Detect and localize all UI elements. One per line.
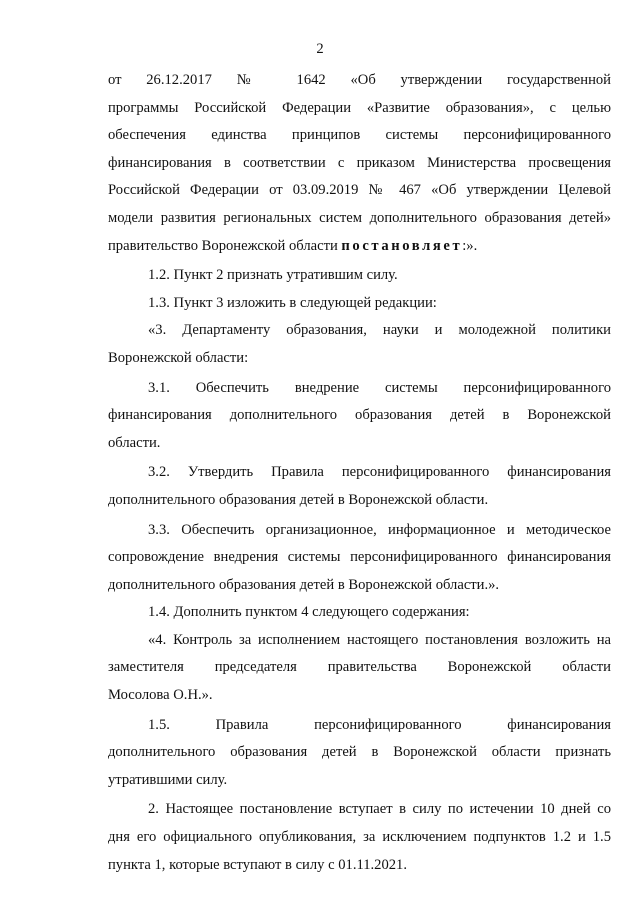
paragraph-3-3 (108, 517, 611, 600)
text-line: дополнительного образования детей в Воронежской области.». (108, 576, 500, 593)
text-line: программы Российской Федерации «Развитие образования», с целью (108, 99, 611, 116)
text-line: Воронежской области: (108, 349, 249, 366)
text-line: Мосолова О.Н.». (108, 687, 213, 704)
text-line: 1.3. Пункт 3 изложить в следующей редакции: (148, 294, 437, 311)
text-line: 2. Настоящее постановление вступает в силу по истечении 10 дней со (148, 801, 611, 818)
paragraph-1-2 (108, 262, 611, 290)
text-line: заместителя председателя правительства Воронежской области (108, 659, 611, 676)
text-line: обеспечения единства принципов системы персонифицированного (108, 127, 611, 144)
text-line: дополнительного образования детей в Воронежской области. (108, 491, 489, 508)
paragraph-1-5 (108, 712, 611, 795)
text-line: финансирования в соответствии с приказом Министерства просвещения (108, 154, 611, 171)
paragraph-3-1 (108, 375, 611, 458)
text-line: «3. Департаменту образования, науки и молодежной политики (148, 322, 611, 339)
resolves-word: постановляет (341, 237, 463, 254)
paragraph-4 (108, 627, 611, 710)
text-line: от 26.12.2017 № 1642 «Об утверждении государственной (108, 72, 611, 88)
text-line: модели развития региональных систем дополнительного образования детей» (108, 209, 611, 226)
text-line: 1.4. Дополнить пунктом 4 следующего содержания: (148, 604, 470, 621)
text-line: «4. Контроль за исполнением настоящего постановления возложить на (148, 631, 611, 648)
page-number: 2 (316, 41, 324, 57)
text-line: утратившими силу. (108, 771, 228, 788)
paragraph-2 (108, 796, 611, 879)
paragraph-1-3 (108, 290, 611, 318)
paragraph-1-4 (108, 599, 611, 627)
text-fragment: :». (462, 237, 478, 254)
text-line: 1.5. Правила персонифицированного финансирования (148, 716, 611, 733)
text-line: Российской Федерации от 03.09.2019 № 467 «Об утверждении Целевой (108, 182, 611, 199)
text-line: дня его официального опубликования, за исключением подпунктов 1.2 и 1.5 (108, 829, 611, 846)
text-line-final (108, 233, 611, 261)
text-line: области. (108, 434, 161, 451)
paragraph-3 (108, 317, 611, 372)
text-line: сопровождение внедрения системы персонифицированного финансирования (108, 549, 611, 566)
text-line: 1.2. Пункт 2 признать утратившим силу. (148, 267, 398, 284)
text-line: дополнительного образования детей в Воронежской области признать (108, 744, 611, 761)
text-line: 3.1. Обеспечить внедрение системы персонифицированного (148, 379, 611, 396)
paragraph-3-2 (108, 459, 611, 514)
document-body (108, 67, 611, 879)
text-line: 3.3. Обеспечить организационное, информационное и методическое (148, 521, 611, 538)
text-line: 3.2. Утвердить Правила персонифицированного финансирования (148, 464, 611, 481)
text-fragment: правительство Воронежской области (108, 237, 342, 254)
text-line: пункта 1, которые вступают в силу с 01.11.2021. (108, 856, 407, 873)
text-line: финансирования дополнительного образования детей в Воронежской (108, 407, 611, 424)
paragraph-intro (108, 67, 611, 260)
